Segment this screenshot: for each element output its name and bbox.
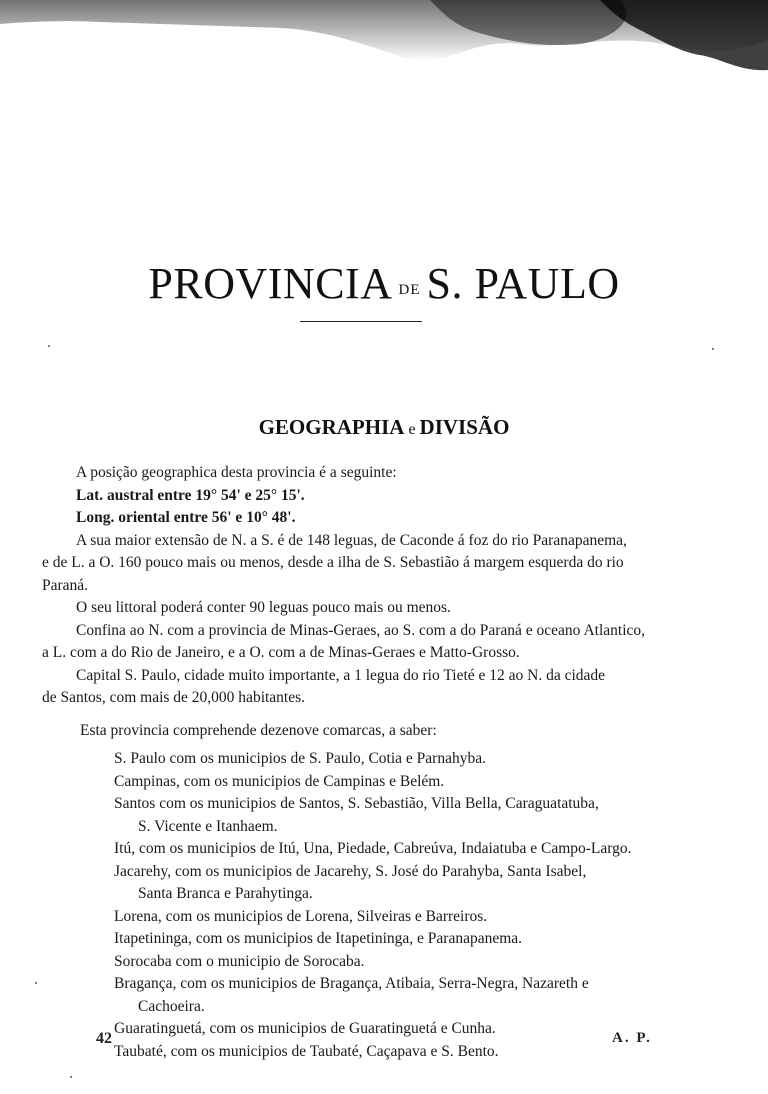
paragraph-line: de Santos, com mais de 20,000 habitantes. bbox=[42, 689, 306, 706]
list-item: Santos com os municipios de Santos, S. Sebastião, Villa Bella, Caraguatatuba, bbox=[114, 795, 599, 812]
list-item: S. Vicente e Itanhaem. bbox=[138, 817, 278, 835]
list-item: Campinas, com os municipios de Campinas e Belém. bbox=[114, 772, 445, 790]
list-item: Itú, com os municipios de Itú, Una, Piedade, Cabreúva, Indaiatuba e Campo-Largo. bbox=[114, 840, 632, 857]
body-text bbox=[42, 462, 692, 1063]
paragraph-line: O seu littoral poderá conter 90 leguas pouco mais ou menos. bbox=[76, 599, 451, 616]
scan-speck bbox=[70, 1076, 72, 1078]
title-place: S. PAULO bbox=[426, 259, 620, 308]
paragraph-line: e de L. a O. 160 pouco mais ou menos, desde a ilha de S. Sebastião á margem esquerda do rio bbox=[42, 554, 624, 571]
paragraph-line: Lat. austral entre 19° 54' e 25° 15'. bbox=[76, 486, 305, 504]
list-item: Taubaté, com os municipios de Taubaté, Caçapava e S. Bento. bbox=[114, 1042, 499, 1060]
list-item: Cachoeira. bbox=[138, 997, 205, 1015]
title-de: DE bbox=[398, 282, 421, 298]
page-number: 42 bbox=[96, 1030, 112, 1047]
subtitle-e: e bbox=[408, 421, 416, 438]
paragraph-line: Paraná. bbox=[42, 576, 89, 594]
page-title bbox=[0, 258, 768, 309]
list-item: Sorocaba com o municipio de Sorocaba. bbox=[114, 952, 365, 970]
comarcas-list bbox=[42, 748, 692, 1063]
scan-speck bbox=[35, 982, 37, 984]
list-item: S. Paulo com os municipios de S. Paulo, Cotia e Parnahyba. bbox=[114, 750, 486, 767]
subtitle-a: GEOGRAPHIA bbox=[258, 415, 405, 439]
section-heading bbox=[0, 415, 768, 440]
paragraph-line: A sua maior extensão de N. a S. é de 148 leguas, de Caconde á foz do rio Paranapanema, bbox=[76, 531, 627, 549]
list-item: Jacarehy, com os municipios de Jacarehy, S. José do Parahyba, Santa Isabel, bbox=[114, 862, 587, 880]
subtitle-b: DIVISÃO bbox=[419, 415, 510, 439]
paragraph-line: Confina ao N. com a provincia de Minas-Geraes, ao S. com a do Paraná e oceano Atlantico, bbox=[76, 621, 646, 639]
paragraph-line: A posição geographica desta provincia é a seguinte: bbox=[76, 464, 397, 481]
footer-signature: A. P. bbox=[612, 1030, 652, 1046]
paragraph-line: a L. com a do Rio de Janeiro, e a O. com a de Minas-Geraes e Matto-Grosso. bbox=[42, 644, 520, 661]
list-item: Bragança, com os municipios de Bragança, Atibaia, Serra-Negra, Nazareth e bbox=[114, 975, 589, 992]
scan-speck bbox=[712, 348, 714, 350]
scan-speck bbox=[48, 345, 50, 347]
list-item: Itapetininga, com os municipios de Itapetininga, e Paranapanema. bbox=[114, 930, 523, 947]
list-item: Lorena, com os municipios de Lorena, Silveiras e Barreiros. bbox=[114, 907, 488, 925]
title-main: PROVINCIA bbox=[148, 259, 393, 308]
paragraph-line: Capital S. Paulo, cidade muito importante, a 1 legua do rio Tieté e 12 ao N. da cidade bbox=[76, 666, 606, 684]
title-rule bbox=[300, 321, 422, 322]
scan-edge-noise bbox=[0, 0, 768, 95]
paragraph-line: Long. oriental entre 56' e 10° 48'. bbox=[76, 509, 296, 526]
list-item: Santa Branca e Parahytinga. bbox=[138, 885, 313, 902]
paragraph-line: Esta provincia comprehende dezenove comarcas, a saber: bbox=[80, 721, 437, 739]
list-item: Guaratinguetá, com os municipios de Guaratinguetá e Cunha. bbox=[114, 1020, 496, 1037]
